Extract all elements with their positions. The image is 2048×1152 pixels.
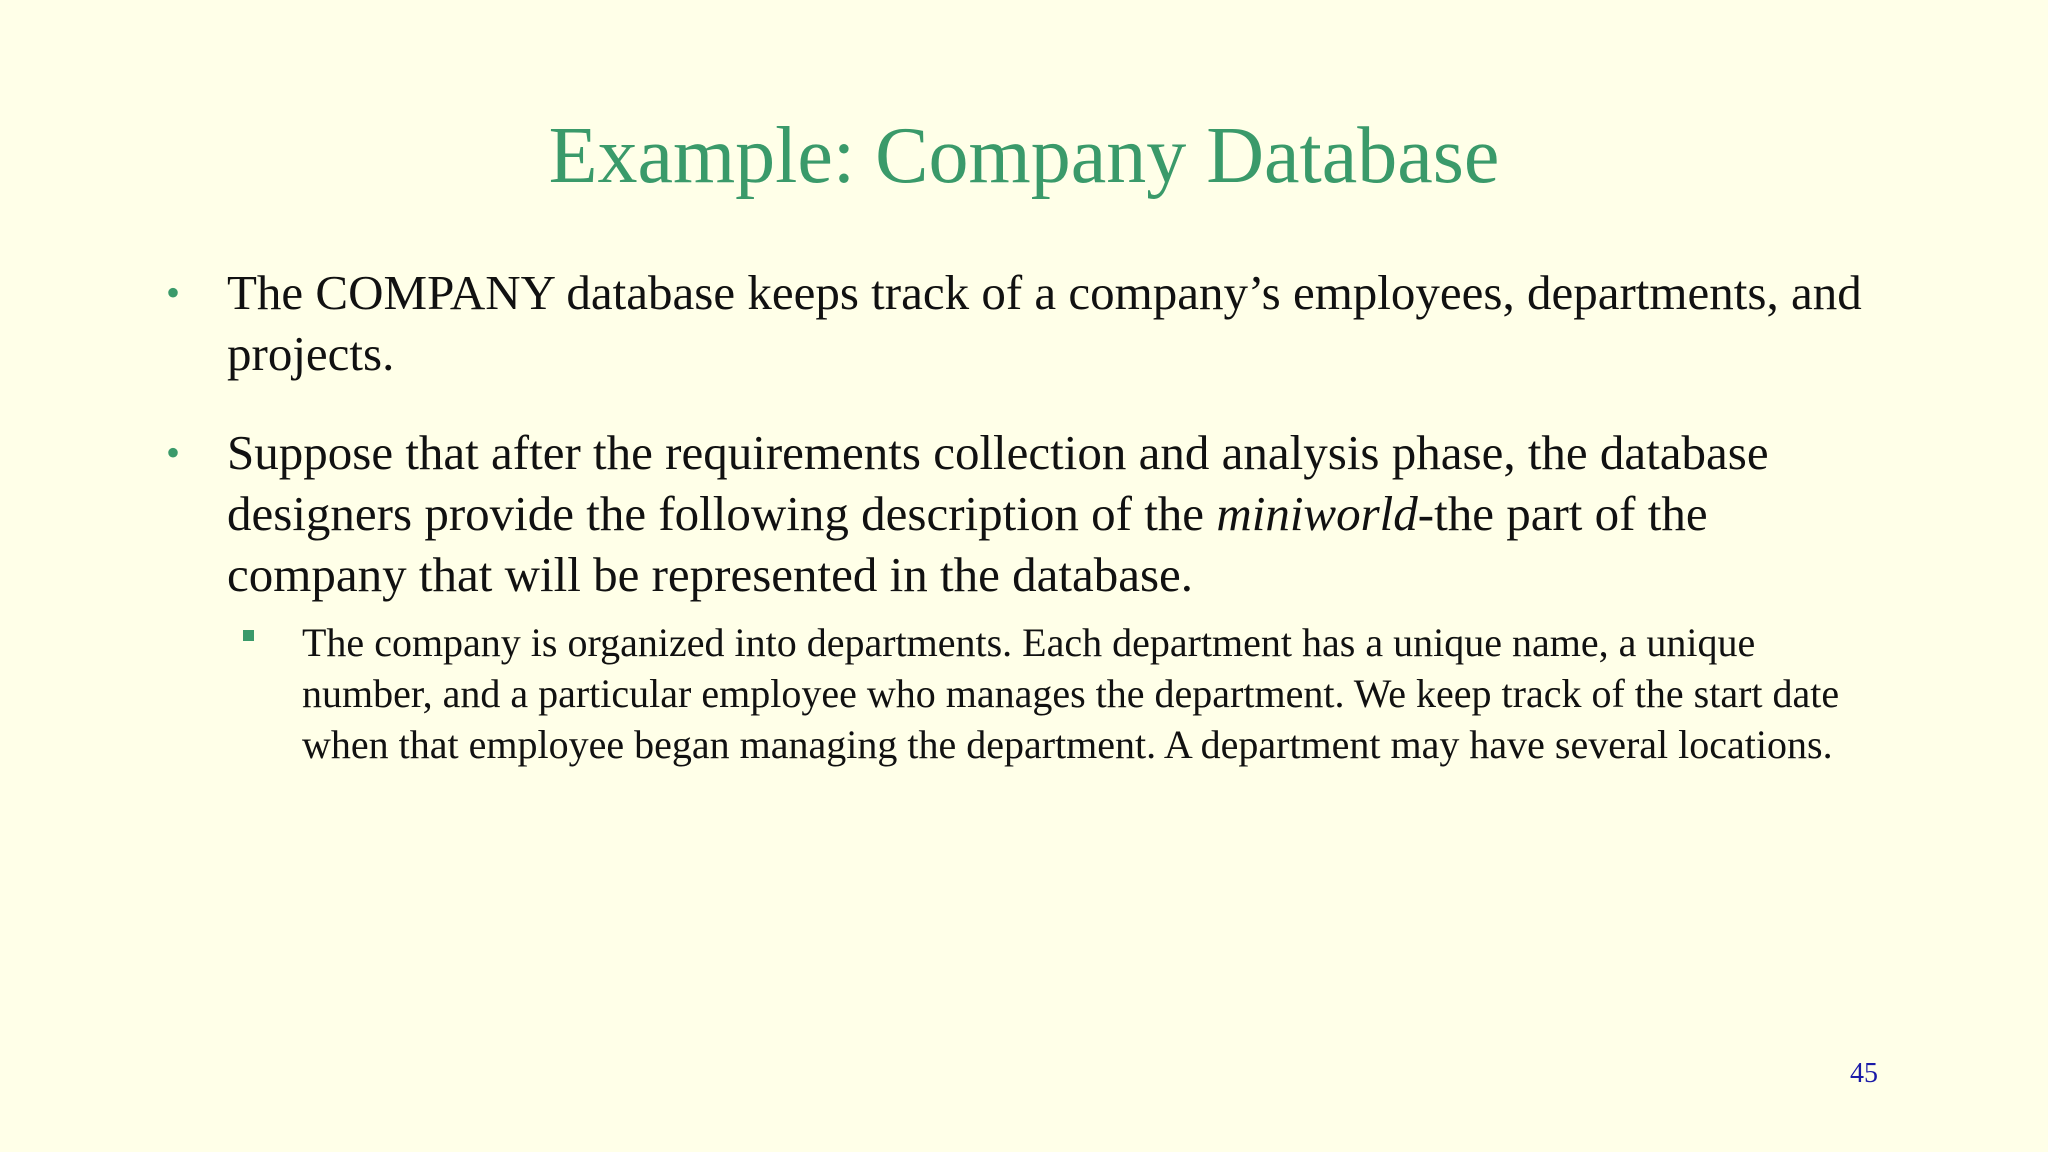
square-bullet-icon (243, 630, 254, 641)
bullet-dot-icon: • (166, 430, 181, 475)
bullet-italic-term: miniworld (1216, 486, 1418, 541)
page-number: 45 (1850, 1058, 1878, 1089)
sub-bullet-list (235, 617, 1886, 770)
bullet-list (166, 262, 1886, 808)
sub-bullet-item-departments (235, 617, 1886, 770)
sub-bullet-text: The company is organized into departments. Each department has a unique name, a unique number, and a particular employee who manages the department. We keep track of the start date when that employee began managing the department. A department may have several locations. (302, 620, 1840, 767)
bullet-text: The COMPANY database keeps track of a company’s employees, departments, and projects. (227, 265, 1862, 381)
bullet-text-before-italic: Suppose that after the requirements collection and analysis phase, the database designers provide the following description of the (227, 425, 1769, 541)
bullet-text-after-italic: -the part of the company that will be represented in the database. (227, 486, 1708, 602)
bullet-item-miniworld-description (166, 422, 1886, 770)
bullet-item-company-database (166, 262, 1886, 384)
slide-title: Example: Company Database (548, 112, 1500, 200)
bullet-dot-icon: • (166, 270, 181, 315)
